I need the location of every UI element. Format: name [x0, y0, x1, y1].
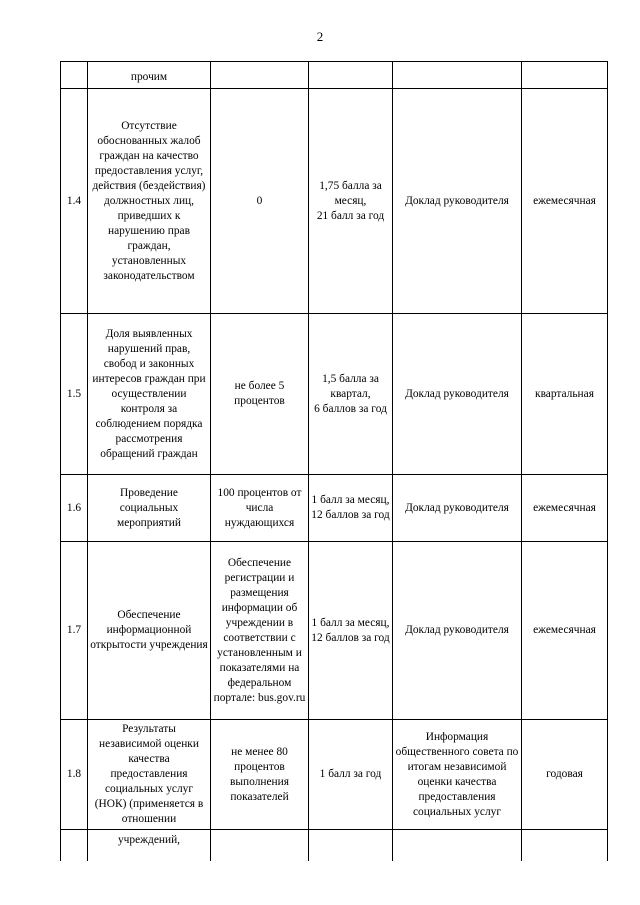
cell-target-value	[211, 62, 309, 89]
cell-target-value: 100 процентов от числа нуждающихся	[211, 475, 309, 542]
table-row-continued-top	[61, 62, 608, 89]
cell-score: 1 балл за месяц, 12 баллов за год	[309, 542, 393, 720]
cell-source: Доклад руководителя	[393, 89, 522, 314]
cell-number: 1.4	[61, 89, 88, 314]
cell-number: 1.6	[61, 475, 88, 542]
cell-score	[309, 62, 393, 89]
cell-criterion-name: Доля выявленных нарушений прав, свобод и законных интересов граждан при осуществлении контроля за соблюдением порядка рассмотрения обращений граждан	[88, 314, 211, 475]
cell-criterion-name: Обеспечение информационной открытости учреждения	[88, 542, 211, 720]
cell-source	[393, 62, 522, 89]
cell-number: 1.7	[61, 542, 88, 720]
cell-source: Доклад руководителя	[393, 542, 522, 720]
cell-score: 1 балл за год	[309, 720, 393, 830]
table-row	[61, 314, 608, 475]
cell-source: Доклад руководителя	[393, 314, 522, 475]
cell-score: 1,75 балла за месяц, 21 балл за год	[309, 89, 393, 314]
cell-source: Доклад руководителя	[393, 475, 522, 542]
cell-criterion-name: Проведение социальных мероприятий	[88, 475, 211, 542]
cell-criterion-name: Результаты независимой оценки качества предоставления социальных услуг (НОК) (применяется в отношении	[88, 720, 211, 830]
cell-frequency: ежемесячная	[522, 475, 608, 542]
cell-number	[61, 62, 88, 89]
cell-frequency	[522, 830, 608, 862]
table-row	[61, 89, 608, 314]
cell-criterion-name: учреждений,	[88, 830, 211, 862]
cell-source	[393, 830, 522, 862]
cell-target-value: не менее 80 процентов выполнения показателей	[211, 720, 309, 830]
table-row-continued-bottom	[61, 830, 608, 862]
table-row	[61, 542, 608, 720]
cell-criterion-name: Отсутствие обоснованных жалоб граждан на качество предоставления услуг, действия (бездействия) должностных лиц, приведших к нарушению прав граждан, установленных законодательством	[88, 89, 211, 314]
page-number: 2	[316, 29, 324, 44]
table-row	[61, 720, 608, 830]
cell-source: Информация общественного совета по итогам независимой оценки качества предоставления социальных услуг	[393, 720, 522, 830]
cell-frequency: квартальная	[522, 314, 608, 475]
cell-frequency: ежемесячная	[522, 89, 608, 314]
cell-score	[309, 830, 393, 862]
cell-score: 1 балл за месяц, 12 баллов за год	[309, 475, 393, 542]
cell-criterion-name: прочим	[88, 62, 211, 89]
cell-target-value	[211, 830, 309, 862]
cell-target-value: 0	[211, 89, 309, 314]
criteria-table	[60, 61, 608, 861]
cell-frequency	[522, 62, 608, 89]
cell-frequency: годовая	[522, 720, 608, 830]
cell-target-value: Обеспечение регистрации и размещения информации об учреждении в соответствии с установленным и показателями на федеральном портале: bus.gov.ru	[211, 542, 309, 720]
cell-target-value: не более 5 процентов	[211, 314, 309, 475]
cell-number	[61, 830, 88, 862]
cell-score: 1,5 балла за квартал, 6 баллов за год	[309, 314, 393, 475]
table-row	[61, 475, 608, 542]
cell-number: 1.8	[61, 720, 88, 830]
cell-number: 1.5	[61, 314, 88, 475]
cell-frequency: ежемесячная	[522, 542, 608, 720]
